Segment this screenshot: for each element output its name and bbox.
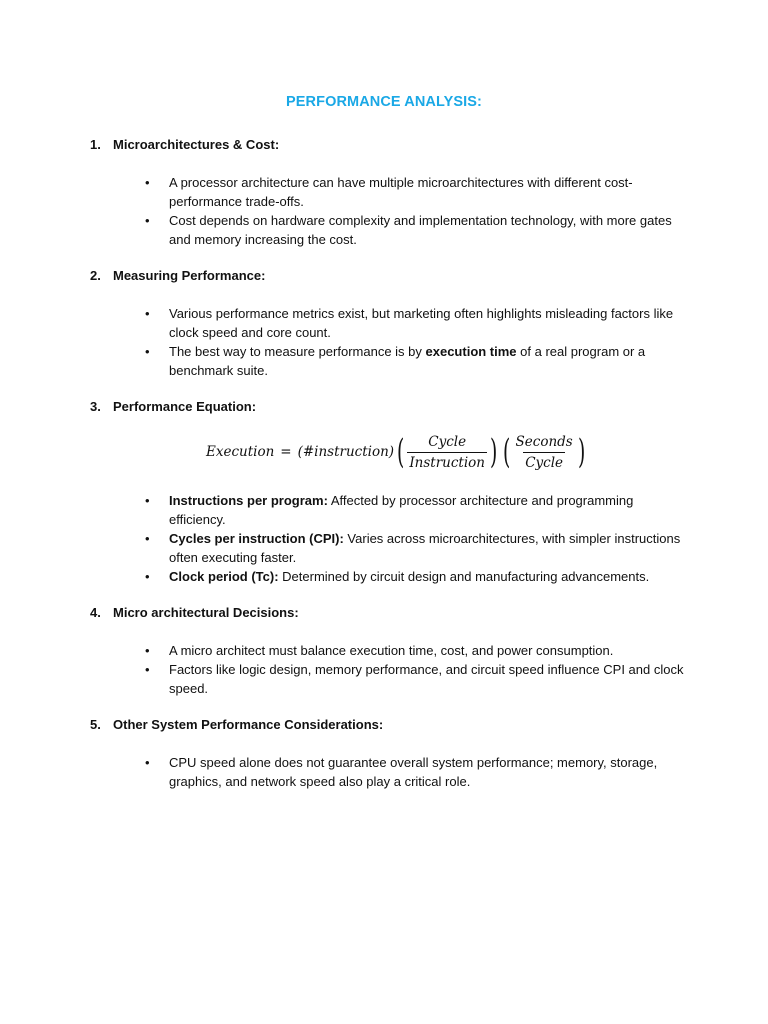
section-number: 2. [90, 268, 101, 283]
list-item [145, 529, 685, 567]
bullet-text: A processor architecture can have multiple microarchitectures with different cost-performance trade-offs. [169, 175, 633, 209]
bullet-list-5 [145, 753, 685, 791]
section-number: 5. [90, 717, 101, 732]
bullet-list-1 [145, 173, 685, 249]
fraction-numerator: Cycle [428, 433, 467, 450]
section-title: Microarchitectures & Cost: [113, 137, 280, 152]
bullet-bold-text: execution time [425, 344, 517, 359]
equation-fraction-cpi: ( $\frac{\text{Cycle}}{\text{Instruction}}$ ) [397, 432, 498, 472]
bullet-text: Factors like logic design, memory performance, and circuit speed influence CPI and clock speed. [169, 662, 684, 696]
bullet-text: Affected by processor architecture and programming efficiency. [169, 493, 634, 527]
bullet-bold-text: Instructions per program: [169, 493, 328, 508]
fraction-denominator: Cycle [523, 452, 565, 471]
bullet-icon: • [145, 531, 150, 546]
bullet-text: Varies across microarchitectures, with simpler instructions often executing faster. [169, 531, 681, 565]
section-number: 1. [90, 137, 101, 152]
list-item [145, 660, 685, 698]
section-heading-4 [90, 605, 299, 620]
bullet-icon: • [145, 643, 150, 658]
performance-equation [206, 430, 588, 474]
list-item [145, 491, 685, 529]
bullet-icon: • [145, 569, 150, 584]
section-title: Measuring Performance: [113, 268, 266, 283]
bullet-list-4 [145, 641, 685, 698]
list-item [145, 211, 685, 249]
fraction-denominator: Instruction [407, 452, 487, 471]
bullet-icon: • [145, 344, 150, 359]
section-heading-5 [90, 717, 383, 732]
list-item [145, 173, 685, 211]
bullet-text: CPU speed alone does not guarantee overall system performance; memory, storage, graphics, and network speed also play a critical role. [169, 755, 658, 789]
bullet-bold-text: Clock period (Tc): [169, 569, 279, 584]
section-number: 4. [90, 605, 101, 620]
bullet-list-2 [145, 304, 685, 380]
bullet-text: Various performance metrics exist, but marketing often highlights misleading factors like clock speed and core count. [169, 306, 674, 340]
bullet-text: Determined by circuit design and manufacturing advancements. [278, 569, 650, 584]
bullet-list-3 [145, 491, 685, 586]
section-heading-3 [90, 399, 256, 414]
bullet-icon: • [145, 213, 150, 228]
page-title: PERFORMANCE ANALYSIS: [286, 94, 482, 110]
bullet-icon: • [145, 662, 150, 677]
list-item [145, 753, 685, 791]
bullet-text-before: The best way to measure performance is by [169, 344, 426, 359]
bullet-text: Cost depends on hardware complexity and implementation technology, with more gates and memory increasing the cost. [169, 213, 672, 247]
equation-instruction-count: (#instruction) [297, 444, 395, 460]
section-heading-2 [90, 268, 265, 283]
section-title: Performance Equation: [113, 399, 257, 414]
bullet-bold-text: Cycles per instruction (CPI): [169, 531, 344, 546]
equation-fraction-clock: ( $\frac{\text{Seconds}}{\text{Cycle}}$ ) [503, 432, 586, 472]
list-item [145, 342, 685, 380]
fraction-numerator: Seconds [515, 433, 573, 450]
list-item [145, 567, 685, 586]
bullet-icon: • [145, 175, 150, 190]
bullet-icon: • [145, 493, 150, 508]
bullet-icon: • [145, 755, 150, 770]
equation-lhs: Execution [206, 444, 275, 460]
bullet-text: A micro architect must balance execution time, cost, and power consumption. [169, 643, 614, 658]
bullet-icon: • [145, 306, 150, 321]
section-title: Other System Performance Considerations: [113, 717, 384, 732]
list-item [145, 641, 685, 660]
list-item [145, 304, 685, 342]
section-title: Micro architectural Decisions: [113, 605, 299, 620]
section-heading-1 [90, 137, 279, 152]
bullet-text-after: of a real program or a benchmark suite. [169, 344, 646, 378]
equation-equals: = [280, 444, 292, 460]
section-number: 3. [90, 399, 101, 414]
